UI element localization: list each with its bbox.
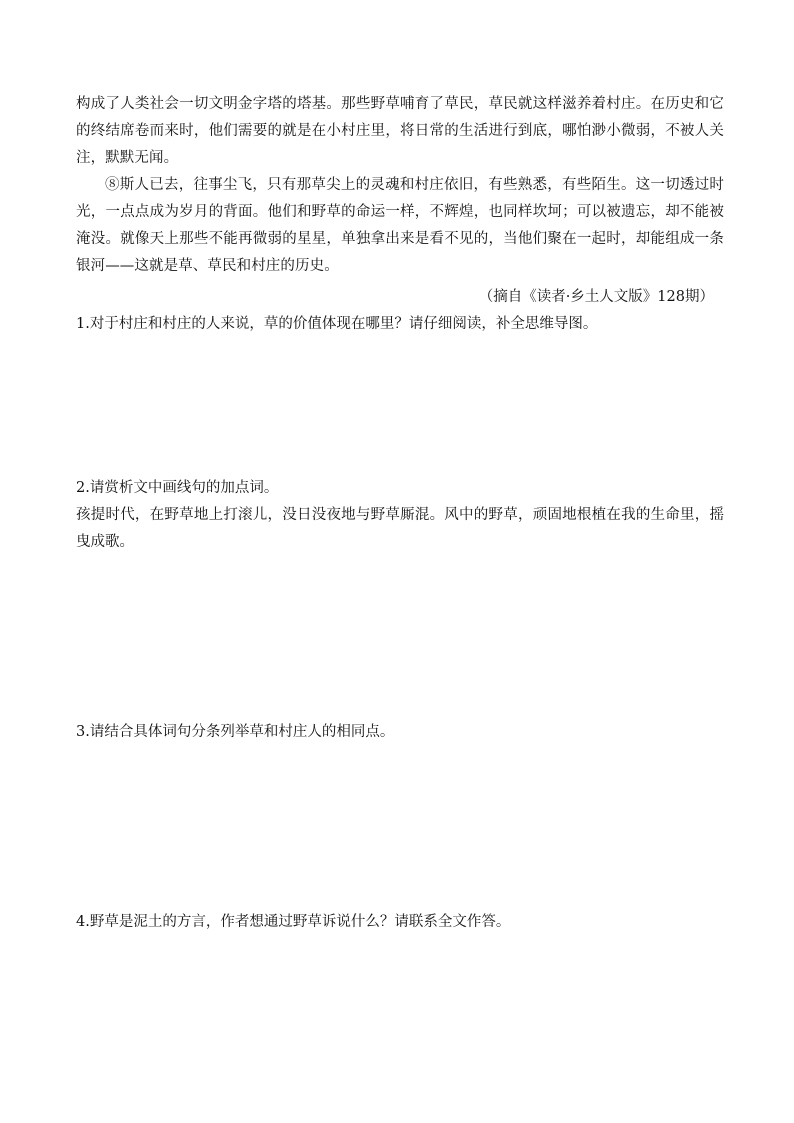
question-2-quoted-sentence: 孩提时代，在野草地上打滚儿，没日没夜地与野草厮混。风中的野草，顽固地根植在我的生命里，摇曳成歌。 xyxy=(76,507,724,550)
question-2: 2.请赏析文中画线句的加点词。 xyxy=(76,480,279,496)
question-1: 1.对于村庄和村庄的人来说，草的价值体现在哪里？请仔细阅读，补全思维导图。 xyxy=(76,316,598,332)
question-3: 3.请结合具体词句分条列举草和村庄人的相同点。 xyxy=(76,724,395,740)
passage-paragraph-8: ⑧斯人已去，往事尘飞，只有那草尖上的灵魂和村庄依旧，有些熟悉，有些陌生。这一切透过时光，一点点成为岁月的背面。他们和野草的命运一样，不辉煌，也同样坎坷；可以被遗忘，却不能被淹没。就像天上那些不能再微弱的星星，单独拿出来是看不见的，当他们聚在一起时，却能组成一条银河——这就是草、草民和村庄的历史。 xyxy=(76,177,724,274)
question-4: 4.野草是泥土的方言，作者想通过野草诉说什么？请联系全文作答。 xyxy=(76,914,511,930)
answer-area-question-1[interactable] xyxy=(76,340,724,470)
answer-area-question-3[interactable] xyxy=(76,750,724,900)
passage-paragraph-continued: 构成了人类社会一切文明金字塔的塔基。那些野草哺育了草民，草民就这样滋养着村庄。在历史和它的终结席卷而来时，他们需要的就是在小村庄里，将日常的生活进行到底，哪怕渺小微弱，不被人关注，默默无闻。 xyxy=(76,96,724,166)
passage-source: （摘自《读者·乡土人文版》128期） xyxy=(478,289,714,305)
passage-excerpt xyxy=(76,91,724,280)
answer-area-question-2[interactable] xyxy=(76,560,724,710)
answer-area-question-4[interactable] xyxy=(76,940,724,1090)
